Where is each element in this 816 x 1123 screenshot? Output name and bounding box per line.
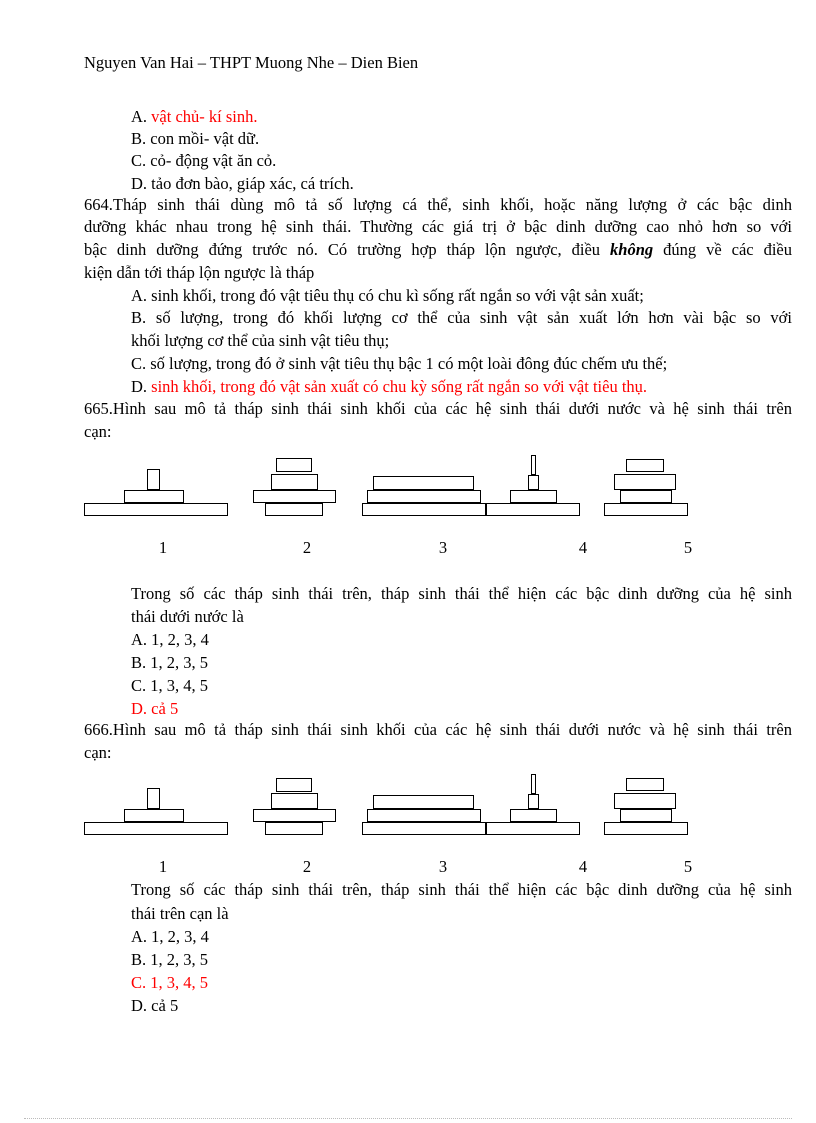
pyramid-3-bar-base [362, 503, 486, 516]
pyramid-2-bar-3 [271, 474, 318, 490]
pyramid-4-bar-upper [528, 475, 539, 490]
pyramid-4-bar-top [531, 774, 536, 794]
q664-emphasis: không [610, 240, 654, 259]
option-text-correct: sinh khối, trong đó vật sản xuất có chu kỳ sống rất ngắn so với vật tiêu thụ. [151, 377, 648, 396]
pyramid-3-bar-base [362, 822, 486, 835]
q666-stem-1: Trong số các tháp sinh thái trên, tháp sinh thái thể hiện các bậc dinh dưỡng của hệ sinh [131, 880, 792, 899]
figure-label-2: 2 [302, 538, 312, 557]
pyramid-1-bar-mid [124, 490, 184, 503]
pyramid-5-bar-2 [620, 490, 672, 503]
pyramid-4-bar-mid [510, 490, 557, 503]
q666-line-2: cạn: [84, 743, 112, 762]
pyramid-2-bar-2 [253, 809, 336, 822]
page-bottom-divider [24, 1118, 792, 1119]
option-label: A. [131, 107, 148, 126]
figure-label-1: 1 [158, 538, 168, 557]
pyramid-4-bar-base [486, 503, 580, 516]
option-label: B. [131, 129, 147, 148]
pyramid-3-bar-top [373, 795, 474, 809]
pyramid-5-bar-3 [614, 793, 676, 809]
figure-label-2: 2 [302, 857, 312, 876]
figure-label-5: 5 [683, 857, 693, 876]
q665-option-b: B. 1, 2, 3, 5 [131, 653, 209, 672]
figure-label-4: 4 [578, 538, 588, 557]
pyramid-5-bar-top [626, 459, 664, 472]
pyramid-5-bar-base [604, 503, 688, 516]
pyramid-5-bar-2 [620, 809, 672, 822]
pyramid-5-bar-3 [614, 474, 676, 490]
pyramid-5-bar-top [626, 778, 664, 791]
page-header: Nguyen Van Hai – THPT Muong Nhe – Dien Bien [84, 53, 419, 72]
q665-stem-1: Trong số các tháp sinh thái trên, tháp sinh thái thể hiện các bậc dinh dưỡng của hệ sinh [131, 584, 792, 603]
pyramid-4-bar-top [531, 455, 536, 475]
q665-stem-2: thái dưới nước là [131, 607, 244, 626]
pyramid-2-bar-1 [265, 822, 323, 835]
pyramid-1-bar-mid [124, 809, 184, 822]
q666-option-a: A. 1, 2, 3, 4 [131, 927, 209, 946]
q663-option-c [131, 150, 276, 172]
pyramid-2-bar-4 [276, 458, 312, 472]
pyramid-1-bar-top [147, 788, 160, 809]
q666-line-1: 666.Hình sau mô tả tháp sinh thái sinh khối của các hệ sinh thái dưới nước và hệ sinh thái trên [84, 720, 792, 739]
q664-option-d [131, 376, 647, 398]
pyramid-2-bar-1 [265, 503, 323, 516]
q664-line-3b: đúng về các điều [663, 240, 792, 259]
pyramid-4-bar-upper [528, 794, 539, 809]
figure-label-3: 3 [438, 857, 448, 876]
figure-label-4: 4 [578, 857, 588, 876]
pyramid-1-bar-base [84, 503, 228, 516]
pyramid-2-bar-4 [276, 778, 312, 792]
option-text: con mồi- vật dữ. [150, 129, 260, 148]
q664-line-4: kiện dẫn tới tháp lộn ngược là tháp [84, 263, 315, 282]
q664-line-3 [84, 240, 792, 260]
option-text: tảo đơn bào, giáp xác, cá trích. [151, 174, 354, 193]
pyramid-2-bar-2 [253, 490, 336, 503]
pyramid-1-bar-base [84, 822, 228, 835]
q665-line-1: 665.Hình sau mô tả tháp sinh thái sinh khối của các hệ sinh thái dưới nước và hệ sinh thái trên [84, 399, 792, 418]
option-label: D. [131, 174, 148, 193]
q664-option-b: B. số lượng, trong đó khối lượng cơ thể của sinh vật sản xuất lớn hơn vài bậc so với [131, 308, 792, 327]
pyramid-1-bar-top [147, 469, 160, 490]
q666-stem-2: thái trên cạn là [131, 904, 229, 923]
q664-option-a: A. sinh khối, trong đó vật tiêu thụ có chu kì sống rất ngắn so với vật sản xuất; [131, 286, 644, 305]
q664-option-b-cont: khối lượng cơ thể của sinh vật tiêu thụ; [131, 331, 390, 350]
q666-option-c-correct: C. 1, 3, 4, 5 [131, 973, 209, 992]
pyramid-2-bar-3 [271, 793, 318, 809]
q665-option-a: A. 1, 2, 3, 4 [131, 630, 209, 649]
q665-option-d-correct: D. cả 5 [131, 699, 179, 718]
pyramid-3-bar-mid [367, 490, 481, 503]
pyramid-5-bar-base [604, 822, 688, 835]
option-text: cỏ- động vật ăn cỏ. [150, 151, 277, 170]
q664-option-c: C. số lượng, trong đó ở sinh vật tiêu thụ bậc 1 có một loài đông đúc chếm ưu thế; [131, 354, 668, 373]
q666-option-b: B. 1, 2, 3, 5 [131, 950, 209, 969]
q665-option-c: C. 1, 3, 4, 5 [131, 676, 209, 695]
q664-line-3a: bậc dinh dưỡng đứng trước nó. Có trường hợp tháp lộn ngược, điều [84, 240, 601, 259]
option-label: D. [131, 377, 148, 396]
q665-line-2: cạn: [84, 422, 112, 441]
q664-line-2: dưỡng khác nhau trong hệ sinh thái. Thường các giá trị ở bậc dinh dưỡng cao nhỏ hơn so với [84, 217, 792, 236]
pyramid-3-bar-top [373, 476, 474, 490]
q663-option-a [131, 106, 258, 128]
option-label: C. [131, 151, 147, 170]
figure-label-3: 3 [438, 538, 448, 557]
q664-line-1: 664.Tháp sinh thái dùng mô tả số lượng cá thể, sinh khối, hoặc năng lượng ở các bậc dinh [84, 195, 792, 214]
pyramid-4-bar-base [486, 822, 580, 835]
pyramid-4-bar-mid [510, 809, 557, 822]
figure-label-1: 1 [158, 857, 168, 876]
option-text-correct: vật chủ- kí sinh. [151, 107, 258, 126]
figure-label-5: 5 [683, 538, 693, 557]
q663-option-b [131, 128, 259, 150]
pyramid-3-bar-mid [367, 809, 481, 822]
q663-option-d [131, 173, 354, 195]
q666-option-d: D. cả 5 [131, 996, 179, 1015]
